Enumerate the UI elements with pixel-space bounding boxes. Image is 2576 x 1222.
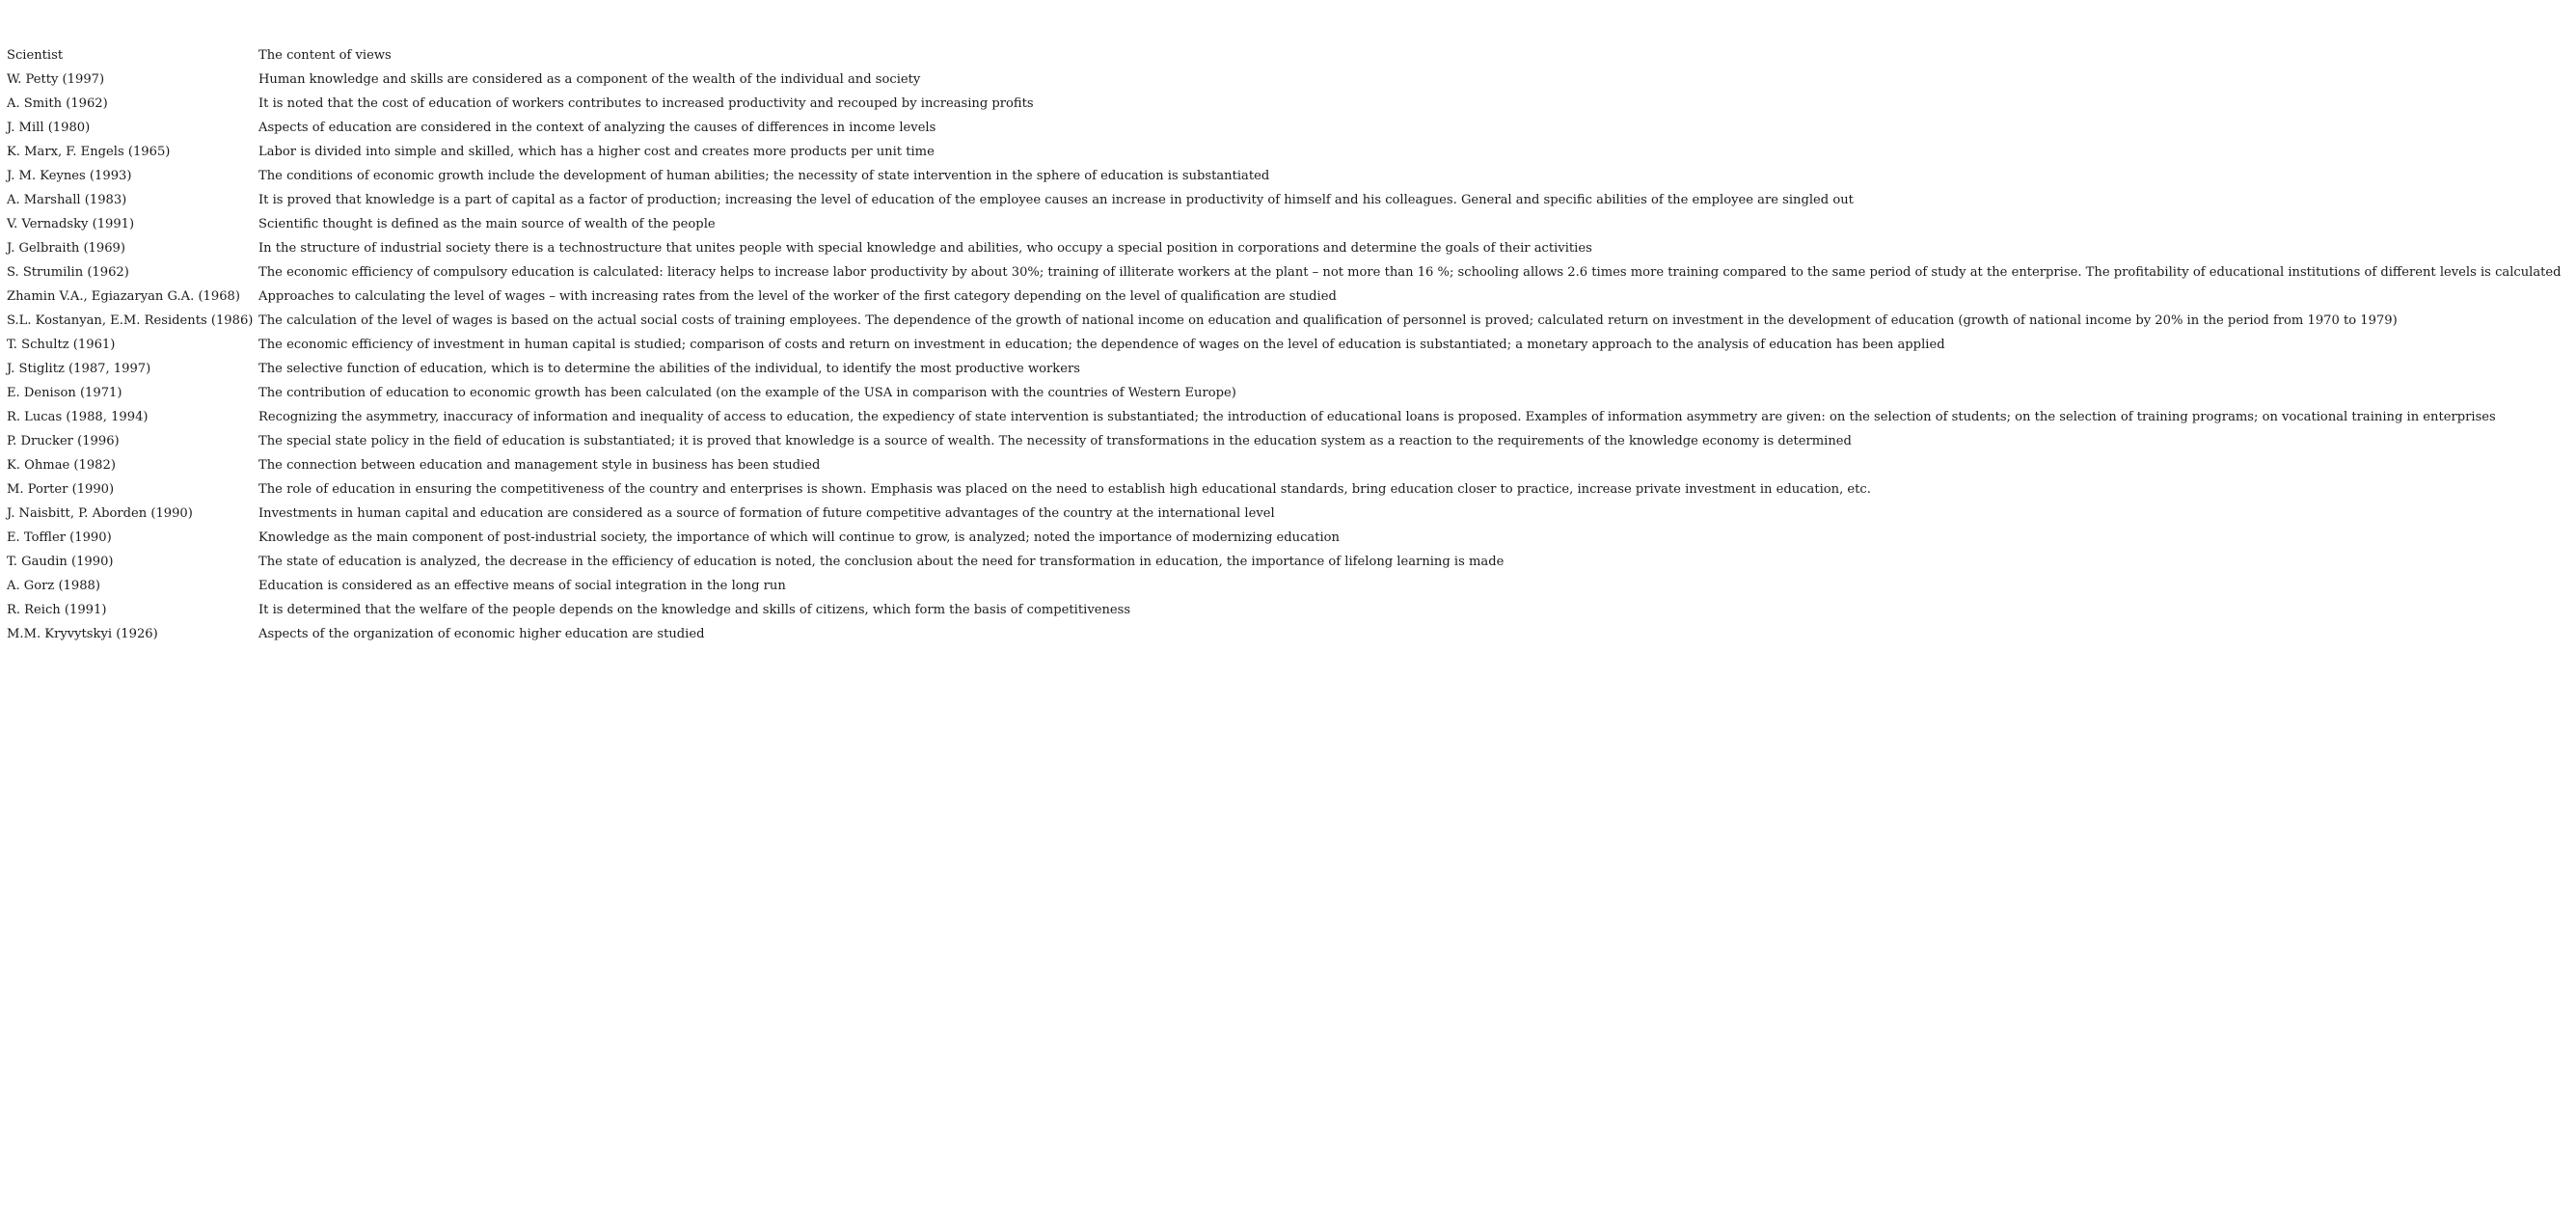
table-row [7, 212, 2562, 236]
header-content: The content of views [258, 47, 392, 63]
table-row [7, 550, 2562, 574]
table-row [7, 574, 2562, 598]
scientist-cell: S. Strumilin (1962) [7, 264, 129, 280]
scientist-cell: R. Lucas (1988, 1994) [7, 409, 149, 424]
table-row [7, 68, 2562, 92]
content-cell: In the structure of industrial society there is a technostructure that unites people with special knowledge and abilities, who occupy a special position in corporations and determine the goals of their activities [258, 240, 1592, 256]
scientist-cell: S.L. Kostanyan, E.M. Residents (1986) [7, 312, 254, 328]
content-cell: Aspects of education are considered in the context of analyzing the causes of differences in income levels [258, 120, 936, 135]
table-row [7, 116, 2562, 140]
scientist-cell: J. Naisbitt, P. Aborden (1990) [7, 505, 193, 521]
table-row [7, 309, 2562, 333]
scientist-cell: J. M. Keynes (1993) [7, 168, 132, 183]
scientist-cell: A. Smith (1962) [7, 95, 108, 111]
scientist-cell: J. Stiglitz (1987, 1997) [7, 361, 151, 376]
scientist-cell: K. Marx, F. Engels (1965) [7, 144, 171, 159]
table-row [7, 405, 2562, 429]
table-row [7, 381, 2562, 405]
content-cell: Human knowledge and skills are considered as a component of the wealth of the individual and society [258, 71, 921, 87]
scientist-cell: R. Reich (1991) [7, 602, 107, 617]
table-row [7, 622, 2562, 646]
content-cell: The calculation of the level of wages is based on the actual social costs of training employees. The dependence of the growth of national income on education and qualification of personnel is proved; calculated return on investment in the development of education (growth of national income by 20% in the period from 1970 to 1979) [258, 312, 2398, 328]
scientist-cell: A. Marshall (1983) [7, 192, 127, 207]
table-row [7, 453, 2562, 477]
table-row [7, 333, 2562, 357]
content-cell: The conditions of economic growth include the development of human abilities; the necessity of state intervention in the sphere of education is substantiated [258, 168, 1270, 183]
scientist-cell: T. Gaudin (1990) [7, 554, 114, 569]
scientist-cell: T. Schultz (1961) [7, 337, 116, 352]
content-cell: Investments in human capital and education are considered as a source of formation of future competitive advantages of the country at the international level [258, 505, 1275, 521]
scientist-cell: W. Petty (1997) [7, 71, 105, 87]
table-row [7, 357, 2562, 381]
scientist-cell: V. Vernadsky (1991) [7, 216, 135, 231]
content-cell: It is determined that the welfare of the people depends on the knowledge and skills of citizens, which form the basis of competitiveness [258, 602, 1131, 617]
content-cell: The contribution of education to economic growth has been calculated (on the example of the USA in comparison with the countries of Western Europe) [258, 385, 1236, 400]
scientists-views-table [7, 43, 2562, 646]
scientist-cell: K. Ohmae (1982) [7, 457, 116, 473]
content-cell: Knowledge as the main component of post-industrial society, the importance of which will continue to grow, is analyzed; noted the importance of modernizing education [258, 530, 1340, 545]
table-row [7, 502, 2562, 526]
table-row [7, 236, 2562, 260]
scientist-cell: E. Toffler (1990) [7, 530, 112, 545]
scientist-cell: P. Drucker (1996) [7, 433, 120, 448]
scientist-cell: M.M. Kryvytskyi (1926) [7, 626, 158, 641]
content-cell: Scientific thought is defined as the main source of wealth of the people [258, 216, 716, 231]
table-body [7, 43, 2562, 646]
table-row [7, 526, 2562, 550]
table-row [7, 477, 2562, 502]
content-cell: The special state policy in the field of education is substantiated; it is proved that knowledge is a source of wealth. The necessity of transformations in the education system as a reaction to the requirements of the knowledge economy is determined [258, 433, 1852, 448]
content-cell: Aspects of the organization of economic higher education are studied [258, 626, 705, 641]
table-row [7, 285, 2562, 309]
table-row [7, 140, 2562, 164]
content-cell: Education is considered as an effective means of social integration in the long run [258, 578, 786, 593]
content-cell: Labor is divided into simple and skilled, which has a higher cost and creates more products per unit time [258, 144, 935, 159]
scientist-cell: A. Gorz (1988) [7, 578, 100, 593]
content-cell: Recognizing the asymmetry, inaccuracy of information and inequality of access to education, the expediency of state intervention is substantiated; the introduction of educational loans is proposed. Examples of information asymmetry are given: on the selection of students; on the selection of training programs; on vocational training in enterprises [258, 409, 2496, 424]
table-header-row [7, 43, 2562, 68]
content-cell: The economic efficiency of investment in human capital is studied; comparison of costs and return on investment in education; the dependence of wages on the level of education is substantiated; a monetary approach to the analysis of education has been applied [258, 337, 1945, 352]
table-row [7, 260, 2562, 285]
content-cell: The role of education in ensuring the competitiveness of the country and enterprises is shown. Emphasis was placed on the need to establish high educational standards, bring education closer to practice, increase private investment in education, etc. [258, 481, 1871, 497]
table-row [7, 429, 2562, 453]
table-row [7, 598, 2562, 622]
scientist-cell: Zhamin V.A., Egiazaryan G.A. (1968) [7, 288, 240, 304]
scientist-cell: M. Porter (1990) [7, 481, 115, 497]
content-cell: The selective function of education, which is to determine the abilities of the individual, to identify the most productive workers [258, 361, 1080, 376]
content-cell: The connection between education and management style in business has been studied [258, 457, 821, 473]
table-row [7, 92, 2562, 116]
scientist-cell: J. Mill (1980) [7, 120, 91, 135]
content-cell: The economic efficiency of compulsory education is calculated: literacy helps to increase labor productivity by about 30%; training of illiterate workers at the plant – not more than 16 %; schooling allows 2.6 times more training compared to the same period of study at the enterprise. The profitability of educational institutions of different levels is calculated [258, 264, 2562, 280]
header-scientist: Scientist [7, 47, 64, 63]
table-row [7, 164, 2562, 188]
content-cell: It is noted that the cost of education of workers contributes to increased productivity and recouped by increasing profits [258, 95, 1034, 111]
table-row [7, 188, 2562, 212]
content-cell: It is proved that knowledge is a part of capital as a factor of production; increasing the level of education of the employee causes an increase in productivity of himself and his colleagues. General and specific abilities of the employee are singled out [258, 192, 1854, 207]
content-cell: The state of education is analyzed, the decrease in the efficiency of education is noted, the conclusion about the need for transformation in education, the importance of lifelong learning is made [258, 554, 1505, 569]
scientist-cell: E. Denison (1971) [7, 385, 122, 400]
content-cell: Approaches to calculating the level of wages – with increasing rates from the level of the worker of the first category depending on the level of qualification are studied [258, 288, 1337, 304]
scientist-cell: J. Gelbraith (1969) [7, 240, 125, 256]
